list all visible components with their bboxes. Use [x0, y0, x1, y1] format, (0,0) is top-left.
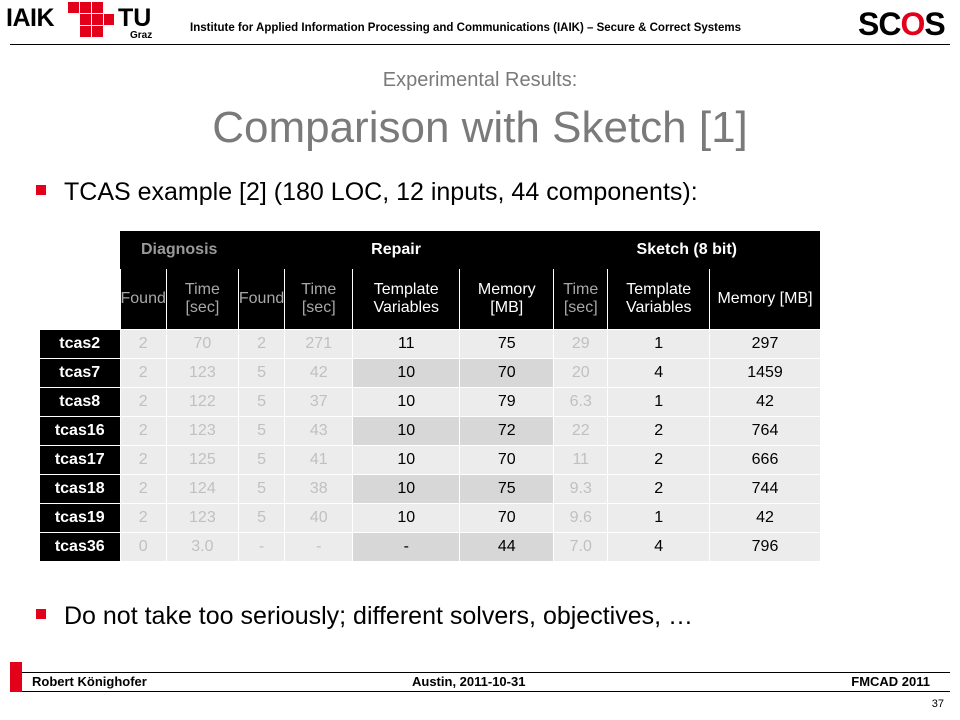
table-cell: 5	[238, 387, 284, 416]
table-cell: 9.3	[554, 474, 608, 503]
table-cell: 122	[166, 387, 238, 416]
table-row	[40, 329, 820, 358]
table-cell: 1	[608, 387, 710, 416]
bullet-square-icon	[36, 609, 46, 619]
table-cell: 3.0	[166, 532, 238, 561]
table-cell: 666	[710, 445, 820, 474]
table-cell: 72	[460, 416, 554, 445]
table-cell: 79	[460, 387, 554, 416]
footer-accent-mark	[10, 662, 22, 692]
table-cell: 11	[554, 445, 608, 474]
subheader-sketch-memory: Memory [MB]	[710, 269, 820, 329]
table-cell: 42	[710, 503, 820, 532]
table-cell: 123	[166, 416, 238, 445]
table-cell: 70	[460, 503, 554, 532]
table-cell: 2	[120, 329, 166, 358]
table-cell: 4	[608, 358, 710, 387]
table-cell: 42	[710, 387, 820, 416]
table-cell: 43	[285, 416, 353, 445]
table-cell: 5	[238, 416, 284, 445]
table-cell: 2	[120, 416, 166, 445]
table-cell: 10	[353, 474, 460, 503]
slide-title: Comparison with Sketch [1]	[212, 103, 748, 152]
table-cell: 70	[166, 329, 238, 358]
table-cell: 2	[608, 445, 710, 474]
table-cell: 1459	[710, 358, 820, 387]
table-cell: 9.6	[554, 503, 608, 532]
table-cell: 2	[120, 358, 166, 387]
table-cell: -	[285, 532, 353, 561]
tu-logo-text: TU	[118, 4, 152, 32]
subheader-diag-time: Time [sec]	[166, 269, 238, 329]
table-cell: 10	[353, 387, 460, 416]
bullet-tcas-example: TCAS example [2] (180 LOC, 12 inputs, 44 components):	[36, 178, 698, 207]
table-cell: -	[353, 532, 460, 561]
footer-venue: FMCAD 2011	[851, 674, 930, 689]
table-cell: -	[238, 532, 284, 561]
footer-author: Robert Könighofer	[32, 674, 147, 689]
table-cell: 4	[608, 532, 710, 561]
table-cell: 796	[710, 532, 820, 561]
table-cell: 124	[166, 474, 238, 503]
table-row	[40, 474, 820, 503]
table-cell: 7.0	[554, 532, 608, 561]
table-cell: 11	[353, 329, 460, 358]
subheader-repair-time: Time [sec]	[285, 269, 353, 329]
table-cell: 29	[554, 329, 608, 358]
row-label: tcas8	[40, 387, 120, 416]
table-row	[40, 358, 820, 387]
row-label: tcas16	[40, 416, 120, 445]
table-cell: 20	[554, 358, 608, 387]
page-number: 37	[931, 698, 944, 710]
row-label: tcas7	[40, 358, 120, 387]
table-body	[40, 329, 820, 561]
iaik-logo: IAIK	[6, 4, 54, 32]
table-cell: 271	[285, 329, 353, 358]
group-header-sketch: Sketch (8 bit)	[554, 231, 820, 269]
scos-logo: SCOS	[858, 6, 945, 42]
row-label: tcas17	[40, 445, 120, 474]
table-cell: 2	[120, 387, 166, 416]
table-cell: 70	[460, 445, 554, 474]
table-cell: 10	[353, 503, 460, 532]
table-cell: 40	[285, 503, 353, 532]
table-cell: 37	[285, 387, 353, 416]
table-corner	[40, 231, 120, 269]
table-cell: 2	[120, 503, 166, 532]
row-label: tcas18	[40, 474, 120, 503]
header-divider	[10, 44, 950, 45]
table-cell: 41	[285, 445, 353, 474]
row-label: tcas19	[40, 503, 120, 532]
group-header-diagnosis: Diagnosis	[120, 231, 238, 269]
table-cell: 5	[238, 503, 284, 532]
slide-subtitle: Experimental Results:	[382, 69, 578, 91]
bullet-disclaimer: Do not take too seriously; different solvers, objectives, …	[36, 602, 693, 631]
table-cell: 5	[238, 445, 284, 474]
table-row	[40, 532, 820, 561]
table-cell: 5	[238, 474, 284, 503]
table-cell: 38	[285, 474, 353, 503]
subheader-repair-memory: Memory [MB]	[460, 269, 554, 329]
institute-name: Institute for Applied Information Processing and Communications (IAIK) – Secure & Correct Systems	[190, 22, 742, 34]
table-cell: 1	[608, 503, 710, 532]
table-row	[40, 503, 820, 532]
table-corner-sub	[40, 269, 120, 329]
table-cell: 764	[710, 416, 820, 445]
table-cell: 2	[238, 329, 284, 358]
subheader-repair-found: Found	[238, 269, 284, 329]
table-cell: 297	[710, 329, 820, 358]
subheader-repair-template-vars: Template Variables	[353, 269, 460, 329]
table-cell: 44	[460, 532, 554, 561]
table-cell: 10	[353, 358, 460, 387]
table-row	[40, 445, 820, 474]
table-cell: 75	[460, 329, 554, 358]
table-cell: 22	[554, 416, 608, 445]
row-label: tcas36	[40, 532, 120, 561]
table-cell: 42	[285, 358, 353, 387]
table-cell: 10	[353, 445, 460, 474]
table-row	[40, 416, 820, 445]
bullet-square-icon	[36, 185, 46, 195]
footer-place-date: Austin, 2011-10-31	[412, 674, 526, 689]
table-cell: 6.3	[554, 387, 608, 416]
results-table	[40, 231, 820, 561]
table-cell: 2	[120, 474, 166, 503]
table-cell: 2	[608, 416, 710, 445]
subheader-sketch-time: Time [sec]	[554, 269, 608, 329]
subheader-diag-found: Found	[120, 269, 166, 329]
table-cell: 2	[608, 474, 710, 503]
row-label: tcas2	[40, 329, 120, 358]
subheader-sketch-template-vars: Template Variables	[608, 269, 710, 329]
table-cell: 123	[166, 503, 238, 532]
table-cell: 123	[166, 358, 238, 387]
graz-logo-text: Graz	[130, 30, 153, 41]
table-cell: 10	[353, 416, 460, 445]
table-cell: 2	[120, 445, 166, 474]
table-cell: 5	[238, 358, 284, 387]
table-cell: 125	[166, 445, 238, 474]
table-cell: 1	[608, 329, 710, 358]
table-cell: 70	[460, 358, 554, 387]
table-row	[40, 387, 820, 416]
table-cell: 0	[120, 532, 166, 561]
group-header-repair: Repair	[238, 231, 553, 269]
table-cell: 744	[710, 474, 820, 503]
table-cell: 75	[460, 474, 554, 503]
tu-graz-logo-icon	[68, 2, 114, 44]
